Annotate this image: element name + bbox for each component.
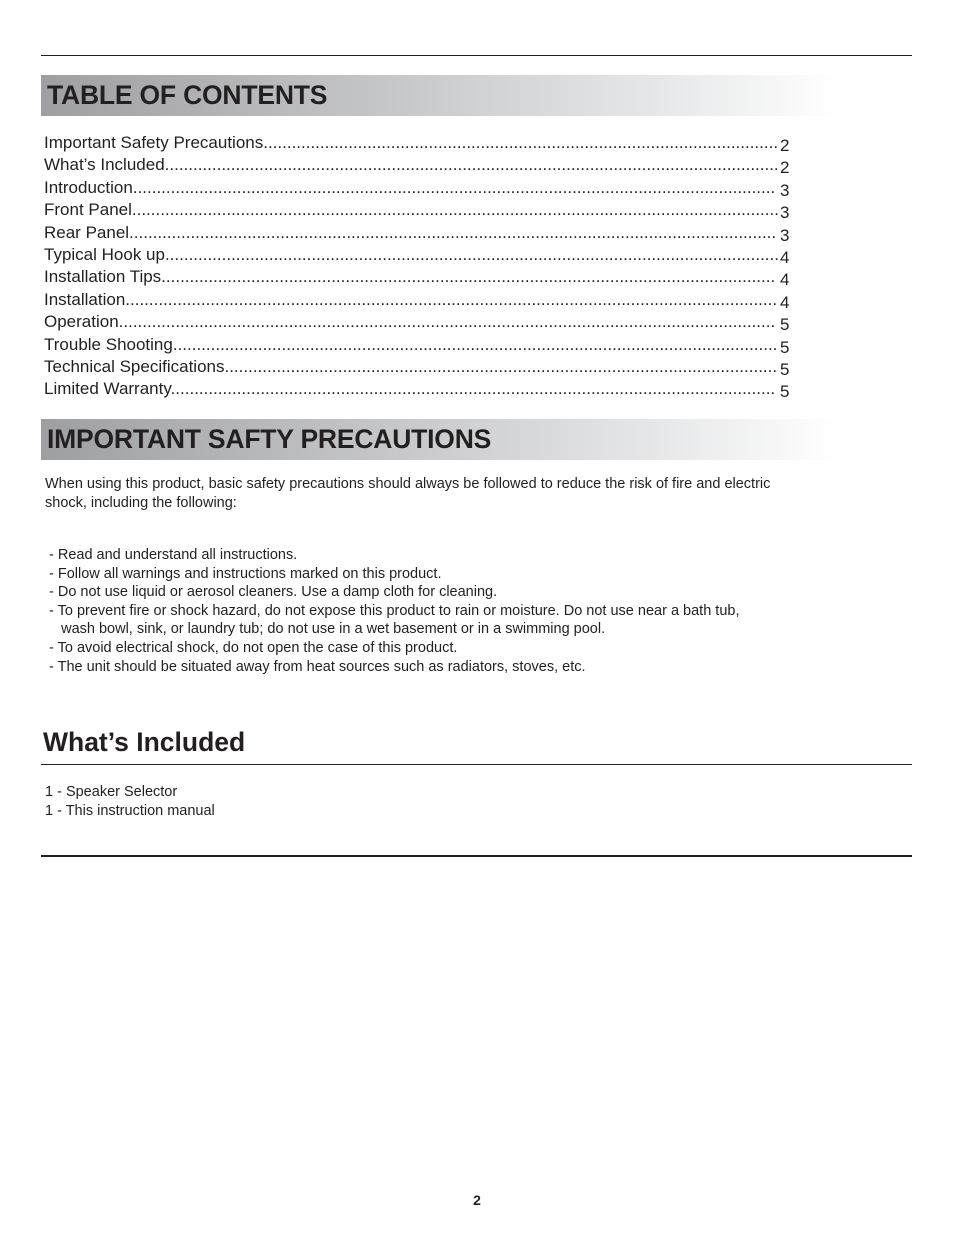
toc-entry[interactable] [44, 378, 794, 400]
toc-entry[interactable] [44, 289, 794, 311]
safety-intro: When using this product, basic safety precautions should always be followed to reduce the risk of fire and electric shock, including the following: [45, 476, 771, 511]
toc-entry[interactable] [44, 177, 794, 199]
safety-item: - Do not use liquid or aerosol cleaners. Use a damp cloth for cleaning. [49, 584, 498, 601]
safety-item: - To prevent fire or shock hazard, do not expose this product to rain or moisture. Do not use near a bath tub, wash bowl, sink, or laundry tub; do not use in a wet basement or in a swimming pool. [49, 602, 740, 638]
toc-entry-page: 3 [780, 225, 790, 245]
toc-entry-page: 5 [780, 382, 790, 402]
toc-entry-label: What’s Included.................................................................................................................................. [44, 155, 779, 175]
toc-entry[interactable] [44, 266, 794, 288]
top-rule [41, 55, 912, 56]
included-list [45, 783, 215, 821]
toc-entry[interactable] [44, 356, 794, 378]
toc-entry-page: 3 [780, 203, 790, 223]
toc-entry-page: 2 [780, 136, 790, 155]
toc-entry-label: Operation........................................................................................................................................... [44, 312, 776, 332]
toc-entry-page: 4 [780, 292, 790, 312]
toc-entry-label: Important Safety Precautions............................................................................................................. [44, 133, 779, 152]
toc-entry[interactable] [44, 199, 794, 221]
toc-entry-label: Limited Warranty................................................................................................................................ [44, 379, 776, 399]
toc-entry-label: Front Panel......................................................................................................................................... [44, 200, 779, 220]
toc-entry[interactable] [44, 244, 794, 266]
toc-entry[interactable] [44, 222, 794, 244]
toc-entry-page: 3 [780, 180, 790, 200]
toc-header-bar [41, 75, 838, 116]
toc-entry-label: Installation Tips.................................................................................................................................. [44, 267, 776, 287]
bottom-rule [41, 855, 912, 857]
toc-entry[interactable] [44, 132, 794, 154]
toc-entry-page: 4 [780, 247, 790, 267]
toc-entry-page: 5 [780, 315, 790, 335]
safety-item: - Read and understand all instructions. [49, 547, 298, 563]
safety-item: - Follow all warnings and instructions marked on this product. [49, 565, 442, 582]
included-item: 1 - Speaker Selector [45, 784, 178, 800]
safety-header-bar [41, 419, 838, 460]
toc-entry-page: 4 [780, 270, 790, 290]
toc-entry[interactable] [44, 311, 794, 333]
toc-entry[interactable] [44, 154, 794, 176]
toc-entry-page: 2 [780, 158, 790, 178]
toc-list [44, 132, 794, 401]
toc-entry-label: Trouble Shooting................................................................................................................................ [44, 334, 778, 354]
included-rule [41, 764, 912, 765]
toc-entry-label: Introduction........................................................................................................................................ [44, 177, 776, 197]
toc-entry-label: Typical Hook up.................................................................................................................................. [44, 244, 779, 264]
toc-title: TABLE OF CONTENTS [47, 80, 328, 110]
safety-list [49, 546, 829, 676]
toc-entry-label: Technical Specifications..................................................................................................................... [44, 356, 778, 376]
toc-entry-label: Rear Panel......................................................................................................................................... [44, 222, 777, 242]
safety-title: IMPORTANT SAFTY PRECAUTIONS [47, 424, 492, 454]
page-number: 2 [473, 1192, 481, 1208]
included-item: 1 - This instruction manual [45, 803, 215, 819]
toc-entry-label: Installation.......................................................................................................................................... [44, 289, 778, 309]
toc-entry-page: 5 [780, 337, 790, 357]
included-title: What’s Included [43, 727, 246, 757]
safety-item: - The unit should be situated away from heat sources such as radiators, stoves, etc. [49, 658, 586, 675]
toc-entry-page: 5 [780, 359, 790, 379]
toc-entry[interactable] [44, 334, 794, 356]
safety-item: - To avoid electrical shock, do not open the case of this product. [49, 639, 458, 656]
